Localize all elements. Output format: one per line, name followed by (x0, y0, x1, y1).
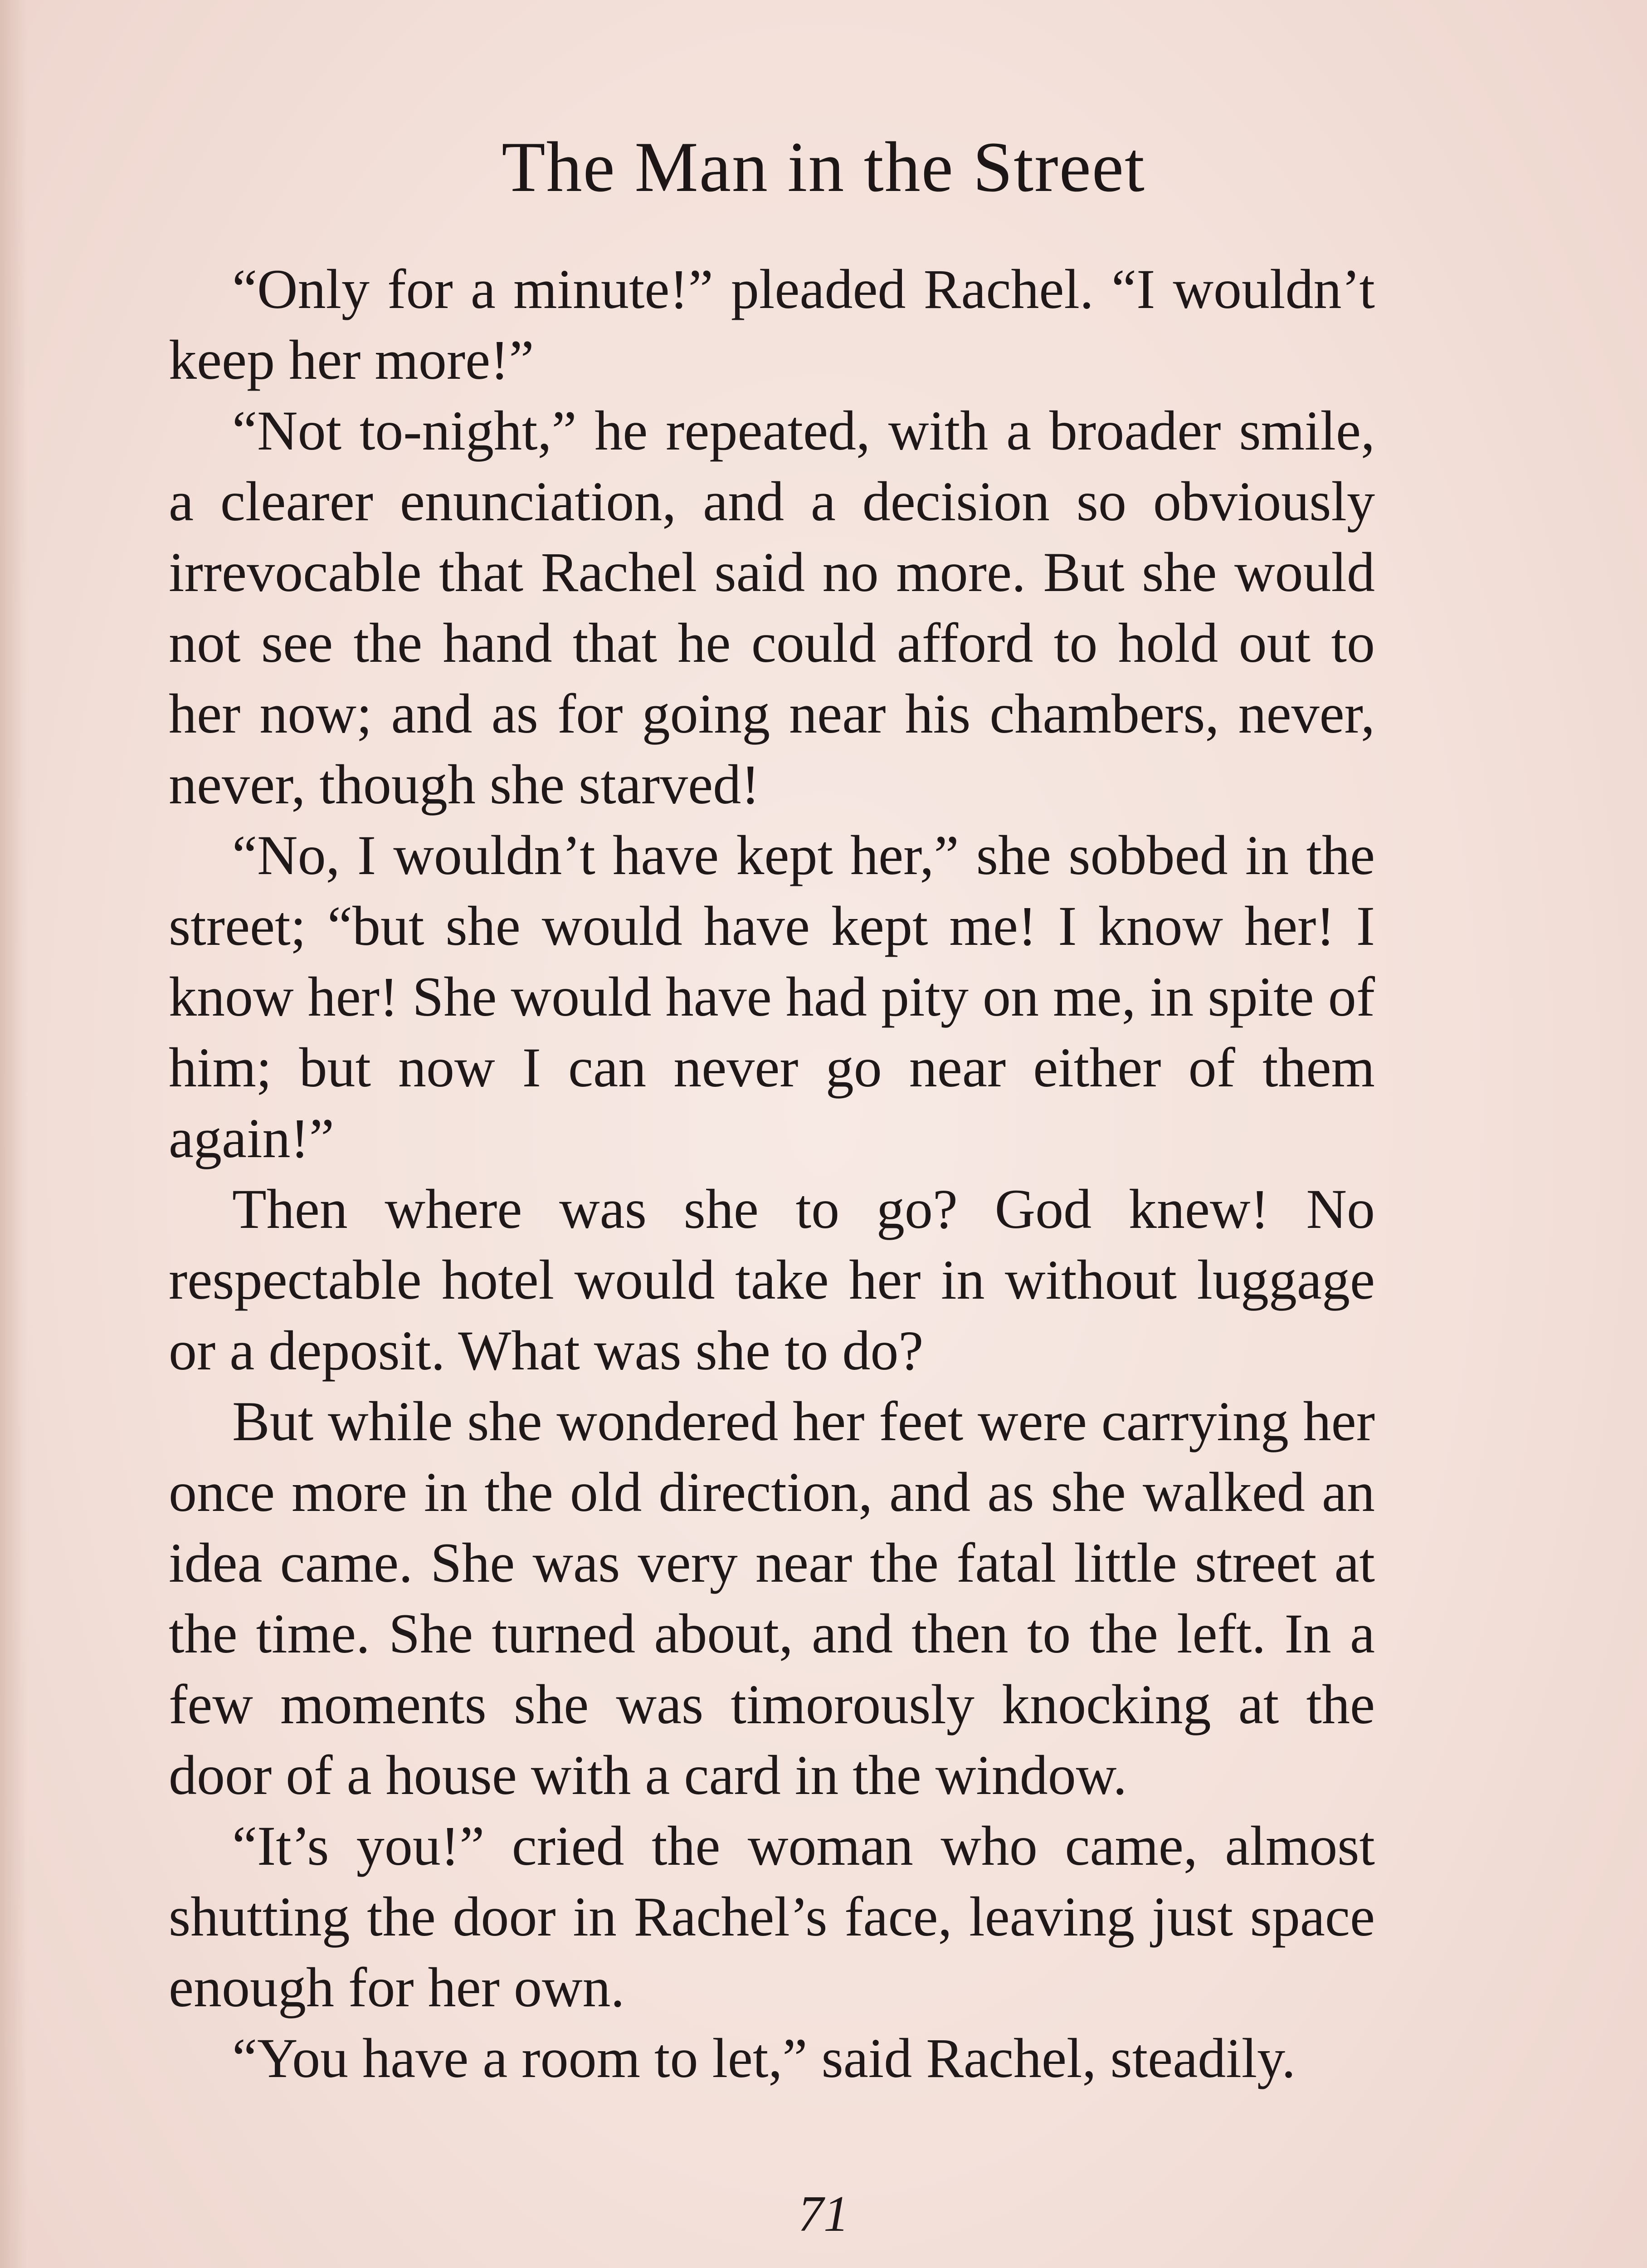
running-head: The Man in the Street (502, 127, 1145, 207)
paragraph: Then where was she to go? God knew! No respectable hotel would take her in without luggage or a deposit. What was she to do? (169, 1178, 1375, 1382)
paragraph: “Only for a minute!” pleaded Rachel. “I wouldn’t keep her more!” (169, 258, 1375, 391)
paragraph: But while she wondered her feet were carrying her once more in the old direction, and as she walked an idea came. She was very near the fatal little street at the time. She turned about, and then to the left. In a few moments she was timorously knocking at the door of a house with a card in the window. (169, 1390, 1375, 1806)
paragraph: “It’s you!” cried the woman who came, almost shutting the door in Rachel’s face, leaving just space enough for her own. (169, 1815, 1375, 2019)
body-text (169, 254, 1375, 2094)
page-number: 71 (798, 2186, 849, 2242)
page-edge-shadow (0, 0, 27, 2268)
paragraph: “No, I wouldn’t have kept her,” she sobbed in the street; “but she would have kept me! I know her! I know her! She would have had pity on me, in spite of him; but now I can never go near either of them again!” (169, 824, 1375, 1169)
paragraph: “Not to-night,” he repeated, with a broader smile, a clearer enunciation, and a decision so obviously irrevocable that Rachel said no more. But she would not see the hand that he could afford to hold out to her now; and as for going near his chambers, never, never, though she starved! (169, 400, 1375, 816)
paragraph: “You have a room to let,” said Rachel, steadily. (232, 2027, 1296, 2089)
